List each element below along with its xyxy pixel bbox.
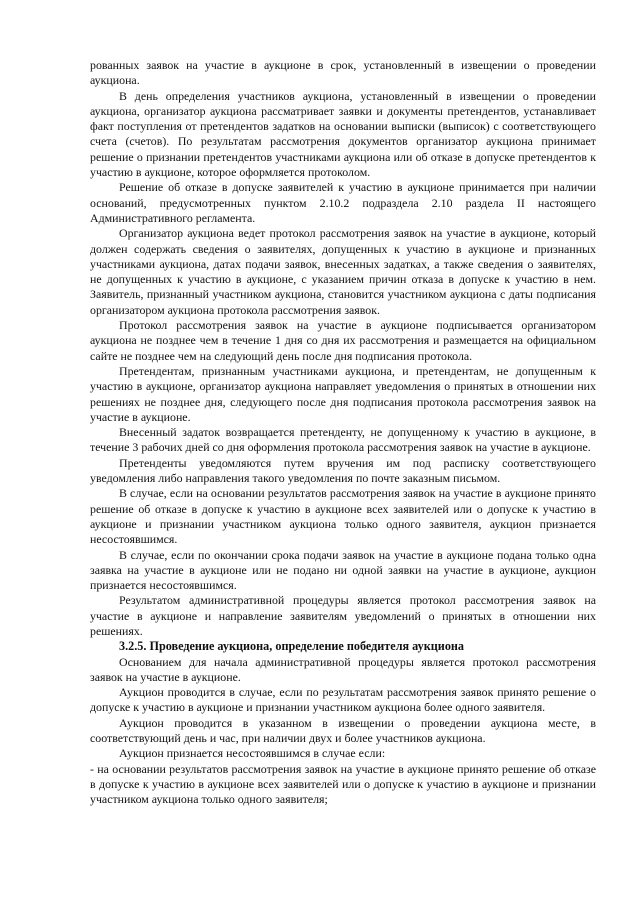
paragraph-deposit-return: Внесенный задаток возвращается претенденту, не допущенному к участию в аукционе, в течение 3 рабочих дней со дня оформления протокола рассмотрения заявок на участие в аукционе. — [90, 425, 596, 455]
paragraph-participants-determination: В день определения участников аукциона, установленный в извещении о проведении аукциона, организатор аукциона рассматривает заявки и документы претендентов, устанавливает факт поступления от претендентов задатков на основании выписки (выписок) с соответствующего счета (счетов). По результатам рассмотрения документов организатор аукциона принимает решение о признании претендентов участниками аукциона или об отказе в допуске претендентов к участию в аукционе, которое оформляется протоколом. — [90, 88, 596, 180]
paragraph-procedure-result: Результатом административной процедуры является протокол рассмотрения заявок на участие в аукционе и направление заявителям уведомлений о принятых в отношении них решениях. — [90, 593, 596, 638]
paragraph-protocol-signing: Протокол рассмотрения заявок на участие в аукционе подписывается организатором аукциона не позднее чем в течение 1 дня со дня их рассмотрения и размещается на официальном сайте не позднее чем на следующий день после дня подписания протокола. — [90, 318, 596, 363]
paragraph-failed-auction-refusal: В случае, если на основании результатов рассмотрения заявок на участие в аукционе принято решение об отказе в допуске к участию в аукционе всех заявителей или о допуске к участию в аукционе и признании участником аукциона только одного заявителя, аукцион признается несостоявшимся. — [90, 486, 596, 547]
paragraph-auction-held-condition: Аукцион проводится в случае, если по результатам рассмотрения заявок принято решение о допуске к участию в аукционе и признании участником аукциона более одного заявителя. — [90, 685, 596, 715]
paragraph-procedure-basis: Основанием для начала административной процедуры является протокол рассмотрения заявок на участие в аукционе. — [90, 654, 596, 684]
paragraph-protocol-contents: Организатор аукциона ведет протокол рассмотрения заявок на участие в аукционе, который должен содержать сведения о заявителях, допущенных к участию в аукционе и признанных участниками аукциона, датах подачи заявок, внесенных задатках, а также сведения о заявителях, не допущенных к участию в аукционе, с указанием причин отказа в допуске к участию в нем. Заявитель, признанный участником аукциона, становится участником аукциона с даты подписания организатором аукциона протокола рассмотрения заявок. — [90, 226, 596, 317]
paragraph-notification-method: Претенденты уведомляются путем вручения им под расписку соответствующего уведомления либо направления такого уведомления по почте заказным письмом. — [90, 455, 596, 486]
paragraph-failed-auction-intro: Аукцион признается несостоявшимся в случае если: — [119, 746, 386, 761]
list-item-failed-auction-case: - на основании результатов рассмотрения заявок на участие в аукционе принято решение об отказе в допуске к участию в аукционе всех заявителей или о допуске к участию в аукционе и признании участником аукциона только одного заявителя; — [90, 761, 596, 807]
paragraph-continuation: рованных заявок на участие в аукционе в срок, установленный в извещении о проведении аукциона. — [90, 58, 596, 88]
section-heading: 3.2.5. Проведение аукциона, определение победителя аукциона — [119, 639, 465, 654]
document-page — [90, 58, 596, 808]
paragraph-notifications: Претендентам, признанным участниками аукциона, и претендентам, не допущенным к участию в аукционе, организатор аукциона направляет уведомления о принятых в отношении них решениях не позднее дня, следующего после дня подписания протокола рассмотрения заявок на участие в аукционе. — [90, 363, 596, 424]
paragraph-failed-auction-single-bid: В случае, если по окончании срока подачи заявок на участие в аукционе подана только одна заявка на участие в аукционе или не подано ни одной заявки на участие в аукционе, аукцион признается несостоявшимся. — [90, 547, 596, 593]
paragraph-refusal-decision: Решение об отказе в допуске заявителей к участию в аукционе принимается при наличии оснований, предусмотренных пунктом 2.10.2 подраздела 2.10 раздела II настоящего Административного регламента. — [90, 180, 596, 225]
paragraph-auction-place-time: Аукцион проводится в указанном в извещении о проведении аукциона месте, в соответствующий день и час, при наличии двух и более участников аукциона. — [90, 715, 596, 746]
